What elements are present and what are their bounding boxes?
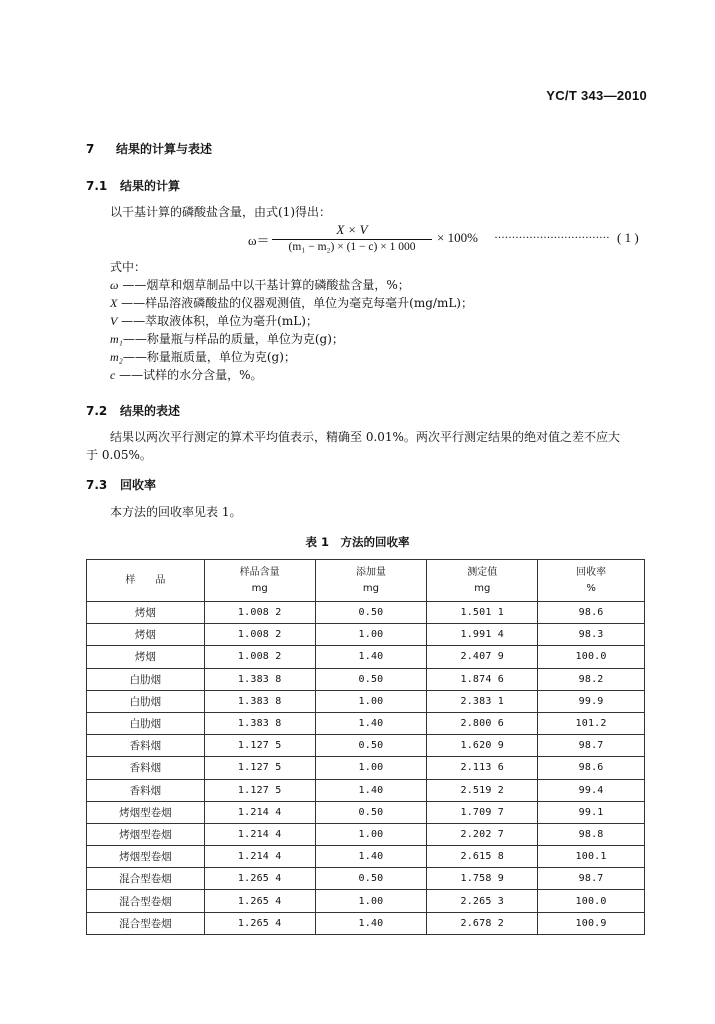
header-unit: mg <box>251 582 268 594</box>
sample-content-cell: 1.383 8 <box>204 690 315 712</box>
recovery-rate-cell: 100.0 <box>538 890 645 912</box>
measured-value-cell: 1.620 9 <box>427 735 538 757</box>
measured-value-cell: 2.519 2 <box>427 779 538 801</box>
added-amount-cell: 1.00 <box>315 890 427 912</box>
formula-leader-dots: ································· <box>494 230 610 244</box>
recovery-rate-cell: 98.6 <box>538 602 645 624</box>
sample-name-cell: 烤烟 <box>87 624 205 646</box>
table-row <box>87 735 645 757</box>
table-row <box>87 624 645 646</box>
section-number: 7 <box>86 142 95 156</box>
sample-name-cell: 香料烟 <box>87 757 205 779</box>
section-7-heading <box>86 140 212 157</box>
table-row <box>87 712 645 734</box>
symbol-description: ——烟草和烟草制品中以干基计算的磷酸盐含量，%； <box>122 278 410 292</box>
section-number: 7.2 <box>86 404 108 418</box>
table-row <box>87 890 645 912</box>
measured-value-cell: 2.113 6 <box>427 757 538 779</box>
section-7-2-heading <box>86 402 180 419</box>
table-header-row <box>87 560 645 602</box>
table-row <box>87 823 645 845</box>
sample-content-cell: 1.383 8 <box>204 668 315 690</box>
sample-name-cell: 白肋烟 <box>87 712 205 734</box>
header-unit: mg <box>362 582 380 594</box>
recovery-rate-cell: 100.1 <box>538 846 645 868</box>
table-row <box>87 602 645 624</box>
sample-name-cell: 烤烟型卷烟 <box>87 846 205 868</box>
measured-value-cell: 2.202 7 <box>427 823 538 845</box>
section-title: 结果的计算与表述 <box>116 142 213 156</box>
sample-name-cell: 香料烟 <box>87 779 205 801</box>
table-row <box>87 668 645 690</box>
symbol-definition <box>110 294 473 312</box>
sample-name-cell: 混合型卷烟 <box>87 890 205 912</box>
section-number: 7.3 <box>86 478 108 492</box>
table-row <box>87 868 645 890</box>
header-label: 样品含量 <box>239 566 280 578</box>
where-label: 式中： <box>110 260 147 274</box>
recovery-rate-cell: 98.2 <box>538 668 645 690</box>
measured-value-cell: 2.265 3 <box>427 890 538 912</box>
symbol: V <box>110 314 118 328</box>
measured-value-cell: 1.709 7 <box>427 801 538 823</box>
symbol: c <box>110 368 116 382</box>
added-amount-cell: 1.40 <box>315 779 427 801</box>
symbol: X <box>110 296 118 310</box>
section-7-3-heading <box>86 476 156 493</box>
added-amount-cell: 1.00 <box>315 757 427 779</box>
symbol-definition <box>110 312 473 330</box>
symbol-definition <box>110 276 473 294</box>
recovery-rate-cell: 99.1 <box>538 801 645 823</box>
sample-content-cell: 1.008 2 <box>204 602 315 624</box>
symbol-description: ——称量瓶与样品的质量，单位为克(g)； <box>122 332 344 346</box>
symbol-definition <box>110 366 473 384</box>
sample-content-cell: 1.127 5 <box>204 757 315 779</box>
measured-value-cell: 2.615 8 <box>427 846 538 868</box>
formula-1 <box>0 222 715 254</box>
formula-denominator: (m₁ − m₂) × (1 − c) × 1 000 <box>288 241 416 253</box>
sample-name-cell: 烤烟型卷烟 <box>87 823 205 845</box>
measured-value-cell: 1.874 6 <box>427 668 538 690</box>
recovery-rate-cell: 99.4 <box>538 779 645 801</box>
header-label: 测定值 <box>467 566 498 578</box>
sample-name-cell: 烤烟 <box>87 646 205 668</box>
header-label: 回收率 <box>576 566 607 578</box>
table-row <box>87 801 645 823</box>
formula-fraction <box>272 222 432 253</box>
symbol-definitions <box>110 276 473 384</box>
sample-content-cell: 1.008 2 <box>204 624 315 646</box>
sample-content-cell: 1.214 4 <box>204 801 315 823</box>
symbol-definition <box>110 348 473 366</box>
measured-value-cell: 1.501 1 <box>427 602 538 624</box>
added-amount-cell: 0.50 <box>315 602 427 624</box>
measured-value-cell: 2.383 1 <box>427 690 538 712</box>
fraction-bar <box>272 239 432 240</box>
sample-name-cell: 烤烟型卷烟 <box>87 801 205 823</box>
measured-value-cell: 2.800 6 <box>427 712 538 734</box>
sample-content-cell: 1.214 4 <box>204 846 315 868</box>
sample-content-cell: 1.265 4 <box>204 868 315 890</box>
symbol: m₁ <box>110 332 123 346</box>
section-title: 结果的计算 <box>120 179 181 193</box>
symbol: ω <box>110 278 119 292</box>
symbol-definition <box>110 330 473 348</box>
table-row <box>87 757 645 779</box>
sample-content-cell: 1.265 4 <box>204 890 315 912</box>
symbol: m₂ <box>110 350 123 364</box>
recovery-rate-cell: 101.2 <box>538 712 645 734</box>
formula-equation-number: ( 1 ) <box>617 230 639 245</box>
sample-content-cell: 1.265 4 <box>204 912 315 934</box>
sample-content-cell: 1.127 5 <box>204 735 315 757</box>
sample-name-cell: 白肋烟 <box>87 668 205 690</box>
section-number: 7.1 <box>86 179 108 193</box>
calculation-intro: 以干基计算的磷酸盐含量，由式(1)得出： <box>110 205 331 219</box>
header-added-amount <box>315 560 427 602</box>
sample-content-cell: 1.008 2 <box>204 646 315 668</box>
sample-name-cell: 烤烟 <box>87 602 205 624</box>
formula-lhs: ω＝ <box>248 233 270 248</box>
recovery-rate-cell: 100.0 <box>538 646 645 668</box>
header-unit: % <box>586 582 596 594</box>
symbol-description: ——样品溶液磷酸盐的仪器观测值，单位为毫克每毫升(mg/mL)； <box>121 296 473 310</box>
added-amount-cell: 0.50 <box>315 735 427 757</box>
added-amount-cell: 0.50 <box>315 801 427 823</box>
recovery-rate-cell: 98.8 <box>538 823 645 845</box>
measured-value-cell: 1.758 9 <box>427 868 538 890</box>
recovery-rate-cell: 100.9 <box>538 912 645 934</box>
measured-value-cell: 2.407 9 <box>427 646 538 668</box>
recovery-rate-cell: 98.7 <box>538 868 645 890</box>
measured-value-cell: 2.678 2 <box>427 912 538 934</box>
added-amount-cell: 0.50 <box>315 868 427 890</box>
added-amount-cell: 1.40 <box>315 712 427 734</box>
header-measured-value <box>427 560 538 602</box>
added-amount-cell: 1.40 <box>315 646 427 668</box>
added-amount-cell: 1.00 <box>315 823 427 845</box>
header-label: 添加量 <box>355 566 386 578</box>
header-sample-content <box>204 560 315 602</box>
formula-factor: × 100% <box>437 230 478 245</box>
header-sample <box>87 560 205 602</box>
section-title: 回收率 <box>120 478 157 492</box>
recovery-rate-cell: 98.3 <box>538 624 645 646</box>
sample-name-cell: 混合型卷烟 <box>87 868 205 890</box>
recovery-reference-text: 本方法的回收率见表 1。 <box>110 505 242 519</box>
sample-name-cell: 香料烟 <box>87 735 205 757</box>
table-row <box>87 912 645 934</box>
section-7-1-heading <box>86 177 180 194</box>
header-label: 样 品 <box>125 574 166 586</box>
table-caption: 表 1 方法的回收率 <box>305 535 410 549</box>
sample-content-cell: 1.127 5 <box>204 779 315 801</box>
formula-numerator: X × V <box>336 222 368 237</box>
added-amount-cell: 1.00 <box>315 624 427 646</box>
header-recovery-rate <box>538 560 645 602</box>
measured-value-cell: 1.991 4 <box>427 624 538 646</box>
added-amount-cell: 1.00 <box>315 690 427 712</box>
expression-text-line-1: 结果以两次平行测定的算术平均值表示，精确至 0.01%。两次平行测定结果的绝对值之差不应大 <box>110 430 620 444</box>
header-unit: mg <box>474 582 491 594</box>
table-row <box>87 779 645 801</box>
section-title: 结果的表述 <box>120 404 181 418</box>
table-row <box>87 846 645 868</box>
symbol-description: ——萃取液体积，单位为毫升(mL)； <box>121 314 318 328</box>
recovery-rate-cell: 98.6 <box>538 757 645 779</box>
standard-code: YC/T 343—2010 <box>546 88 647 103</box>
recovery-rate-cell: 98.7 <box>538 735 645 757</box>
table-row <box>87 690 645 712</box>
sample-name-cell: 白肋烟 <box>87 690 205 712</box>
sample-content-cell: 1.214 4 <box>204 823 315 845</box>
added-amount-cell: 1.40 <box>315 846 427 868</box>
added-amount-cell: 1.40 <box>315 912 427 934</box>
expression-text-line-2: 于 0.05%。 <box>86 448 152 462</box>
recovery-table <box>86 559 645 935</box>
sample-name-cell: 混合型卷烟 <box>87 912 205 934</box>
table-row <box>87 646 645 668</box>
symbol-description: ——试样的水分含量，%。 <box>119 368 263 382</box>
added-amount-cell: 0.50 <box>315 668 427 690</box>
recovery-rate-cell: 99.9 <box>538 690 645 712</box>
symbol-description: ——称量瓶质量，单位为克(g)； <box>122 350 296 364</box>
sample-content-cell: 1.383 8 <box>204 712 315 734</box>
